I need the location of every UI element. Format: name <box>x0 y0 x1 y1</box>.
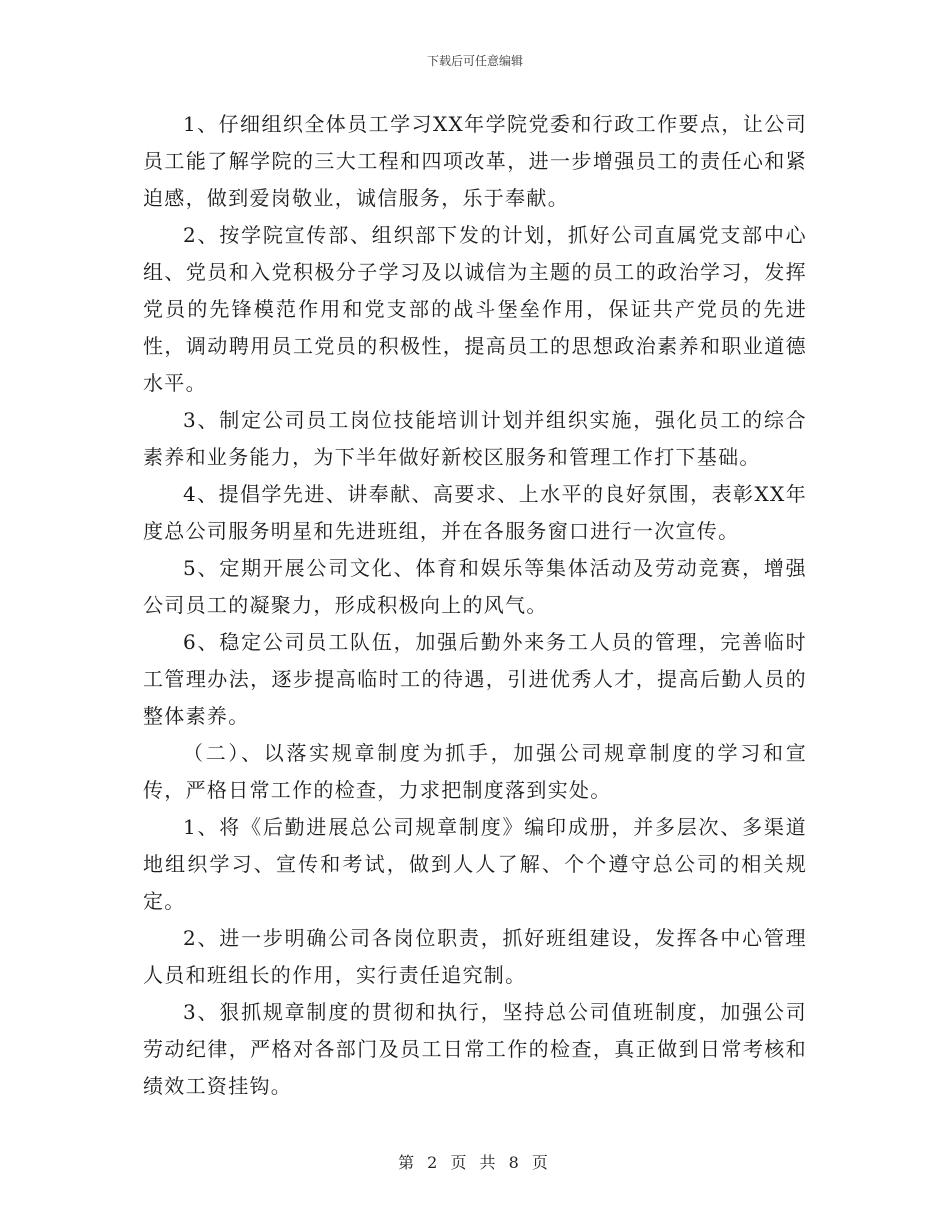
paragraph: 2、进一步明确公司各岗位职责，抓好班组建设，发挥各中心管理人员和班组长的作用，实行责任追究制。 <box>143 926 807 987</box>
paragraph: 3、制定公司员工岗位技能培训计划并组织实施，强化员工的综合素养和业务能力，为下半年做好新校区服务和管理工作打下基础。 <box>143 408 807 469</box>
paragraph: 1、将《后勤进展总公司规章制度》编印成册，并多层次、多渠道地组织学习、宣传和考试，做到人人了解、个个遵守总公司的相关规定。 <box>143 815 807 913</box>
section-heading-paragraph: （二）、以落实规章制度为抓手，加强公司规章制度的学习和宣传，严格日常工作的检查，力求把制度落到实处。 <box>143 741 807 802</box>
paragraph: 2、按学院宣传部、组织部下发的计划，抓好公司直属党支部中心组、党员和入党积极分子学习及以诚信为主题的员工的政治学习，发挥党员的先锋模范作用和党支部的战斗堡垒作用，保证共产党员的先进性，调动聘用员工党员的积极性，提高员工的思想政治素养和职业道德水平。 <box>143 223 807 395</box>
paragraph: 4、提倡学先进、讲奉献、高要求、上水平的良好氛围，表彰XX年度总公司服务明星和先进班组，并在各服务窗口进行一次宣传。 <box>143 482 807 543</box>
page-number-footer: 第 2 页 共 8 页 <box>398 1153 552 1172</box>
paragraph: 5、定期开展公司文化、体育和娱乐等集体活动及劳动竞赛，增强公司员工的凝聚力，形成积极向上的风气。 <box>143 556 807 617</box>
paragraph: 3、狠抓规章制度的贯彻和执行，坚持总公司值班制度，加强公司劳动纪律，严格对各部门及员工日常工作的检查，真正做到日常考核和绩效工资挂钩。 <box>143 1000 807 1098</box>
paragraph: 6、稳定公司员工队伍，加强后勤外来务工人员的管理，完善临时工管理办法，逐步提高临时工的待遇，引进优秀人才，提高后勤人员的整体素养。 <box>143 630 807 728</box>
paragraph: 1、仔细组织全体员工学习XX年学院党委和行政工作要点，让公司员工能了解学院的三大工程和四项改革，进一步增强员工的责任心和紧迫感，做到爱岗敬业，诚信服务，乐于奉献。 <box>143 112 807 210</box>
document-body <box>143 106 807 1105</box>
header-note: 下载后可任意编辑 <box>426 54 523 68</box>
